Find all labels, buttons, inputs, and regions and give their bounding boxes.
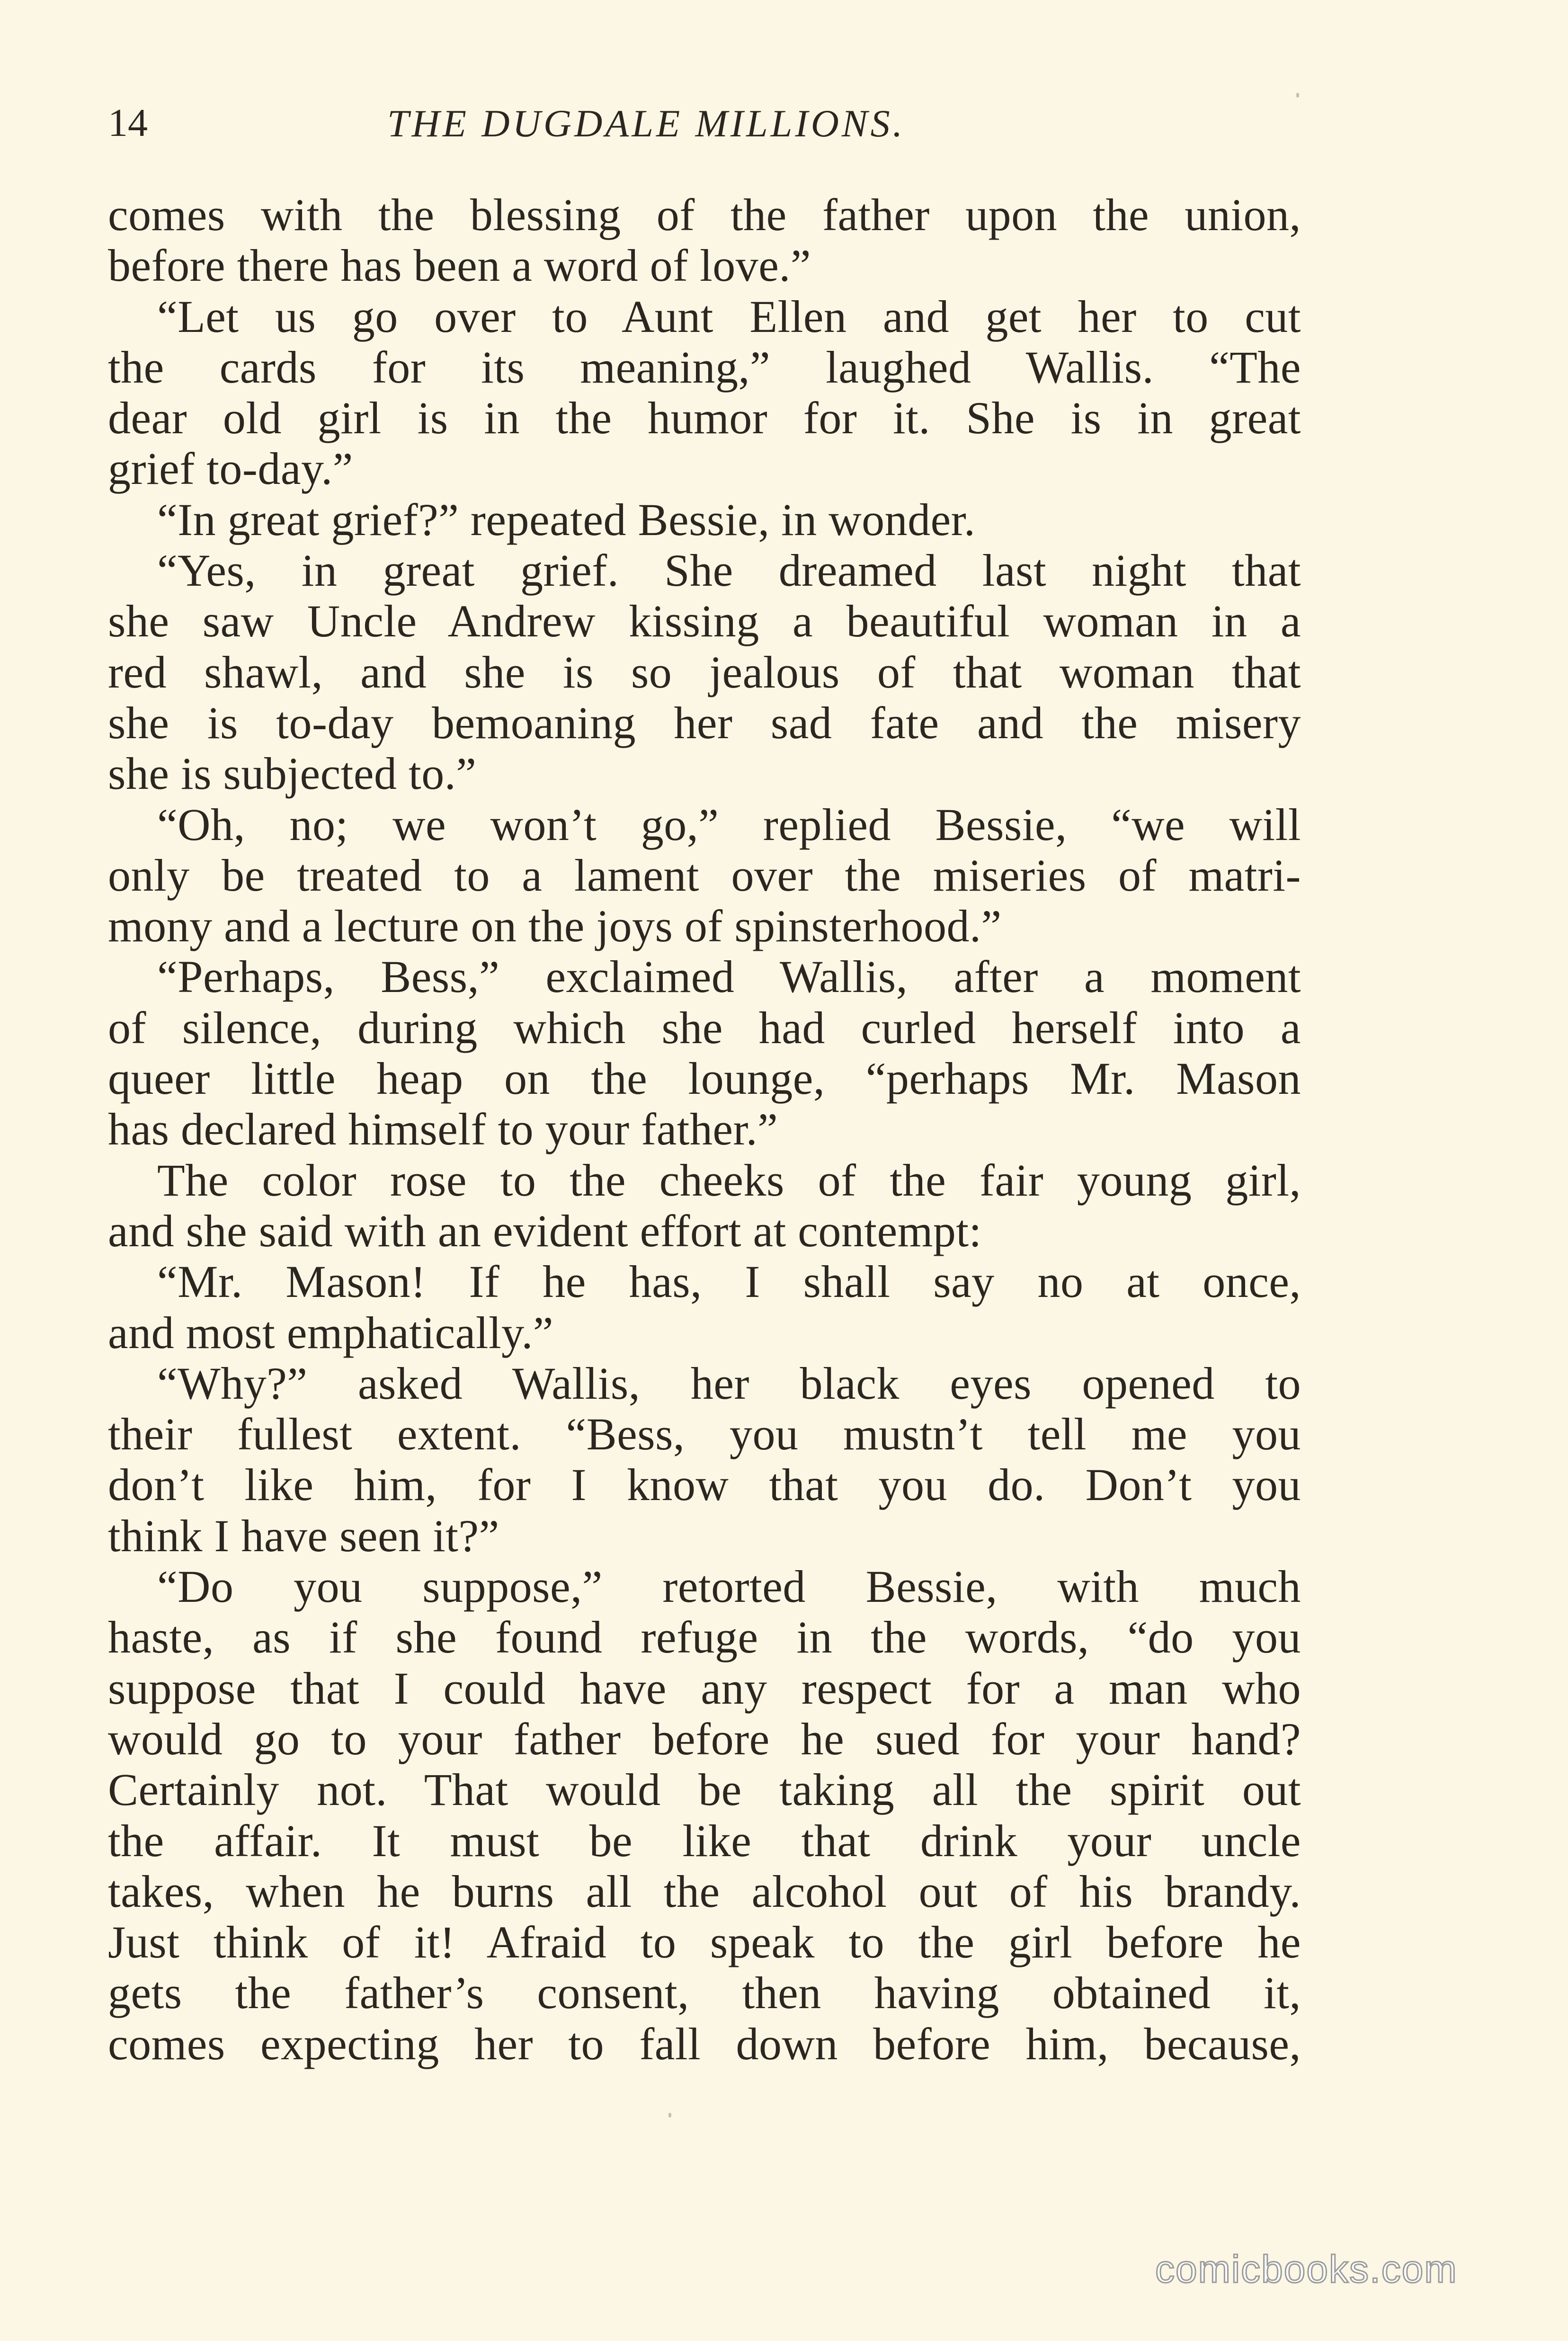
text-line: only be treated to a lament over the miseries of matri- [108,849,1301,901]
text-line: of silence, during which she had curled herself into a [108,1002,1301,1053]
text-line: “Yes, in great grief. She dreamed last night that [157,545,1301,596]
text-line: “Oh, no; we won’t go,” replied Bessie, “we will [157,799,1301,850]
text-line: the cards for its meaning,” laughed Wallis. “The [108,341,1301,393]
text-line: their fullest extent. “Bess, you mustn’t tell me you [108,1409,1301,1460]
text-line: red shawl, and she is so jealous of that woman that [108,646,1301,697]
text-line: grief to-day.” [108,443,353,494]
text-line: would go to your father before he sued for your hand? [108,1713,1301,1764]
print-speck [668,2113,671,2118]
body-text [108,189,1301,2083]
text-line: queer little heap on the lounge, “perhaps Mr. Mason [108,1053,1301,1104]
text-line: don’t like him, for I know that you do. Don’t you [108,1459,1301,1510]
text-line: Just think of it! Afraid to speak to the girl before he [108,1917,1301,1968]
page-number: 14 [108,101,148,145]
text-line: “Mr. Mason! If he has, I shall say no at once, [157,1256,1301,1307]
text-line: “Perhaps, Bess,” exclaimed Wallis, after a moment [157,951,1301,1002]
text-line: “Let us go over to Aunt Ellen and get her to cut [157,291,1301,342]
text-line: she saw Uncle Andrew kissing a beautiful woman in a [108,596,1301,647]
text-line: comes with the blessing of the father upon the union, [108,189,1301,240]
text-line: suppose that I could have any respect for a man who [108,1662,1301,1714]
text-line: has declared himself to your father.” [108,1104,778,1155]
page-header [108,95,1301,161]
text-line: “In great grief?” repeated Bessie, in wonder. [157,494,976,545]
text-line: Certainly not. That would be taking all the spirit out [108,1764,1301,1815]
text-line: The color rose to the cheeks of the fair young girl, [157,1154,1301,1206]
text-line: dear old girl is in the humor for it. She is in great [108,393,1301,444]
text-line: “Do you suppose,” retorted Bessie, with much [157,1561,1301,1612]
text-line: gets the father’s consent, then having obtained it, [108,1967,1301,2019]
text-line: mony and a lecture on the joys of spinsterhood.” [108,901,1002,952]
text-line: before there has been a word of love.” [108,240,811,291]
text-line: and most emphatically.” [108,1307,553,1358]
text-line: takes, when he burns all the alcohol out of his brandy. [108,1866,1301,1917]
running-title: THE DUGDALE MILLIONS. [387,102,906,145]
print-speck [1296,93,1299,98]
text-line: “Why?” asked Wallis, her black eyes opened to [157,1358,1301,1409]
text-line: the affair. It must be like that drink your uncle [108,1815,1301,1866]
text-line: comes expecting her to fall down before him, because, [108,2018,1301,2069]
text-line: she is subjected to.” [108,748,477,799]
watermark-text: comicbooks.com [1155,2248,1458,2291]
text-line: and she said with an evident effort at contempt: [108,1205,982,1256]
text-line: think I have seen it?” [108,1510,499,1561]
text-line: haste, as if she found refuge in the words, “do you [108,1612,1301,1663]
text-line: she is to-day bemoaning her sad fate and the misery [108,697,1301,748]
